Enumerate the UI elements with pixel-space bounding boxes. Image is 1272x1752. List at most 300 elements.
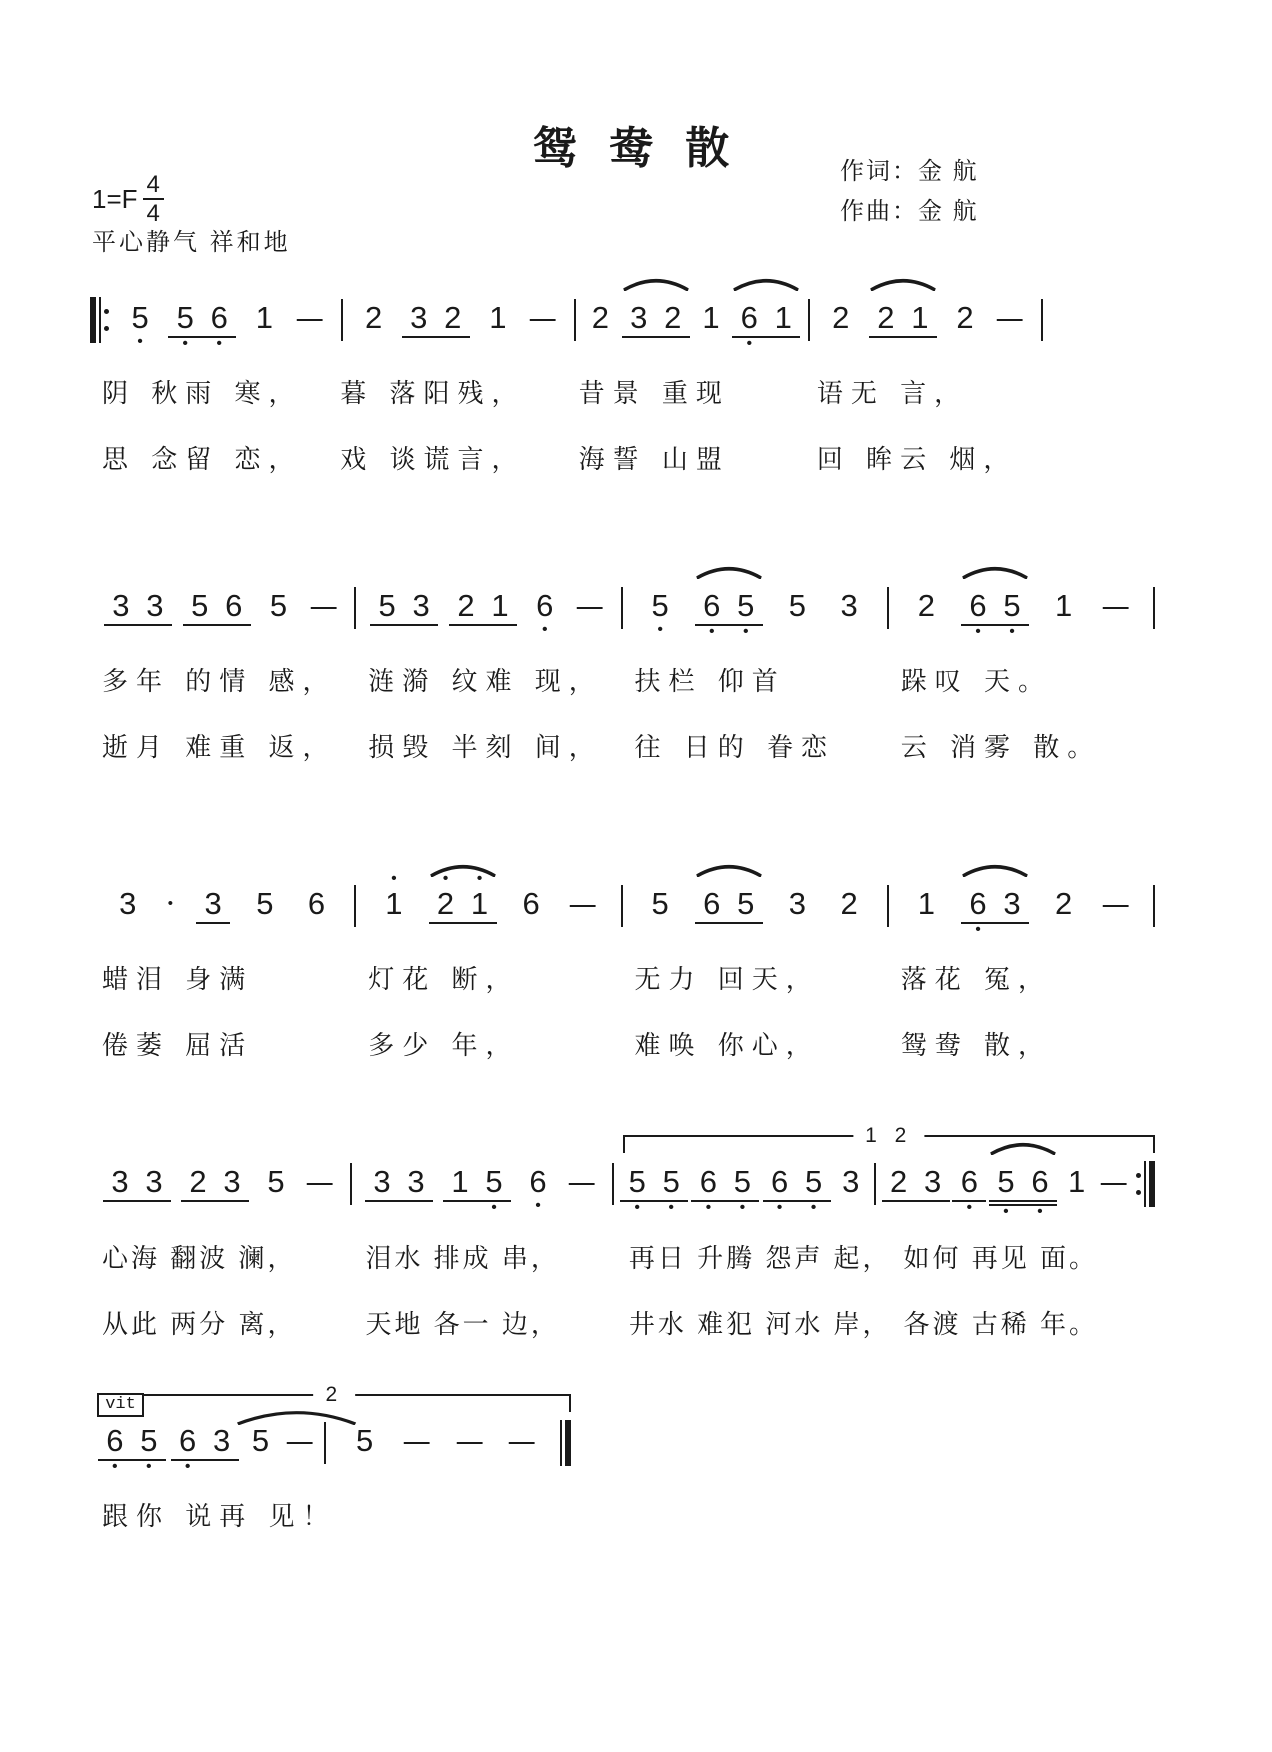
note-number: 5 <box>1003 588 1021 623</box>
octave-dot-below <box>1047 624 1081 637</box>
note-group <box>834 1152 868 1213</box>
octave-dot-below <box>903 338 937 351</box>
lyric-segment: 如何 再见 面。 <box>903 1242 1098 1273</box>
octave-dot-below <box>565 1200 599 1213</box>
note <box>656 288 690 336</box>
note <box>477 1152 511 1200</box>
octave-dot-below <box>566 922 600 935</box>
lyrics-row <box>90 1014 1155 1072</box>
note-group <box>961 576 1029 639</box>
note-number: 3 <box>924 1164 942 1199</box>
note-group <box>365 1152 433 1215</box>
note-number: 3 <box>1003 886 1021 921</box>
note <box>400 1411 434 1459</box>
note-group <box>292 288 326 349</box>
measure <box>576 288 808 351</box>
note-group <box>168 288 236 351</box>
slur-arc <box>960 864 1030 877</box>
system <box>90 1381 1155 1543</box>
note-group <box>357 288 391 349</box>
note <box>132 1411 166 1459</box>
note-number: 1 <box>489 300 507 335</box>
note <box>247 288 281 336</box>
note <box>1098 874 1132 922</box>
octave-dot-below <box>780 624 814 637</box>
lyric-segment: 跟你 说再 见！ <box>102 1500 337 1531</box>
octave-dot-below <box>436 338 470 351</box>
measure <box>90 576 354 639</box>
measure <box>876 1152 1136 1219</box>
note-group <box>443 1152 511 1215</box>
note-number: 5 <box>737 886 755 921</box>
slur-arc <box>428 864 498 877</box>
note <box>436 288 470 336</box>
note-number: 3 <box>373 1164 391 1199</box>
octave-dot-below <box>1096 1200 1130 1213</box>
note-number: 5 <box>269 588 288 623</box>
octave-dot-below <box>463 924 497 937</box>
note <box>573 576 607 624</box>
note-group <box>103 1152 171 1215</box>
note-number: – <box>530 300 556 335</box>
lyric-segment: 往 日的 眷恋 <box>634 731 835 762</box>
octave-dot-below <box>138 626 172 639</box>
note <box>797 1152 831 1200</box>
song-title: 鸳 鸯 散 <box>532 124 740 173</box>
note <box>514 874 548 922</box>
tie-arc <box>234 1410 359 1425</box>
note-number: 3 <box>788 886 807 921</box>
note-group <box>505 1411 539 1472</box>
octave-dot-below <box>215 1202 249 1215</box>
lyric-segment: 阴 秋雨 寒， <box>102 377 303 408</box>
note-number: – <box>1102 886 1129 921</box>
lyric-segment: 跺叹 天。 <box>900 665 1052 696</box>
octave-dot-below <box>1060 1200 1094 1213</box>
note <box>526 288 560 336</box>
note <box>832 874 866 922</box>
note <box>654 1152 688 1200</box>
octave-dot-below <box>832 922 866 935</box>
note-number: 3 <box>223 1164 241 1199</box>
repeat-open-barline <box>90 297 109 343</box>
lyric-segment: 蜡泪 身满 <box>102 963 254 994</box>
note <box>1096 1152 1130 1200</box>
lyric-segment: 心海 翻波 澜， <box>102 1242 297 1273</box>
note-group <box>691 1152 759 1215</box>
note-number: 3 <box>630 300 648 335</box>
octave-dot-below <box>248 922 282 935</box>
note-number: – <box>1100 1164 1127 1199</box>
note-number: – <box>569 886 596 921</box>
octave-dot-below <box>348 1459 382 1472</box>
octave-dot-below <box>882 1202 916 1215</box>
repeat-close-barline <box>1136 1161 1155 1207</box>
note <box>262 576 296 624</box>
lyric-segment: 扶栏 仰首 <box>634 665 786 696</box>
note-group <box>429 870 497 937</box>
note-group <box>643 576 677 637</box>
measure <box>356 576 620 639</box>
note-number: 2 <box>365 300 383 335</box>
octave-dot-below <box>948 336 982 349</box>
note <box>399 1152 433 1200</box>
note-group <box>104 576 172 639</box>
note <box>481 288 515 336</box>
octave-dot-below <box>404 626 438 639</box>
lyrics-row <box>90 948 1155 1006</box>
note <box>217 576 251 624</box>
note <box>98 1411 132 1459</box>
octave-dot-below <box>1098 922 1132 935</box>
lyric-segment: 灯花 断， <box>368 963 520 994</box>
volta-row <box>90 1381 571 1414</box>
octave-dot-below <box>181 1202 215 1215</box>
note-number: 5 <box>788 588 807 623</box>
slur-arc <box>960 566 1030 579</box>
octave-dot-below <box>832 624 866 637</box>
octave-dot-below <box>205 1461 239 1474</box>
note <box>834 1152 868 1200</box>
octave-dot-below <box>766 338 800 351</box>
note-group <box>566 874 600 935</box>
octave-dot-below <box>834 1200 868 1213</box>
note-number: 3 <box>410 300 428 335</box>
octave-dot-below <box>243 1459 277 1472</box>
octave-dot-below <box>183 626 217 639</box>
barline <box>1153 587 1155 629</box>
note-number: – <box>286 1423 313 1458</box>
octave-dot-below <box>869 338 903 351</box>
note-number: 1 <box>491 588 509 623</box>
octave-dot-below: • <box>491 1199 497 1216</box>
measure <box>623 874 887 937</box>
octave-dot-below <box>306 624 340 637</box>
note <box>183 576 217 624</box>
note-group <box>732 288 800 351</box>
note-number: 6 <box>106 1423 124 1458</box>
octave-dot-below <box>824 336 858 349</box>
barline <box>1041 299 1043 341</box>
note-group <box>763 1152 831 1215</box>
system <box>90 1122 1155 1351</box>
note <box>259 1152 293 1200</box>
note <box>1047 576 1081 624</box>
credits <box>840 152 979 232</box>
octave-dot-below: • <box>146 1458 152 1475</box>
octave-dot-below <box>292 336 326 349</box>
note-group <box>111 874 145 935</box>
note-group <box>695 576 763 639</box>
note-number: 2 <box>591 300 610 335</box>
lyrics-row <box>90 1293 1155 1351</box>
octave-dot-below <box>303 1200 337 1213</box>
note-number: 2 <box>1055 886 1073 921</box>
note-number: 5 <box>191 588 209 623</box>
octave-dot-above: • <box>391 870 397 887</box>
note-group <box>453 1411 487 1472</box>
note-number: 5 <box>131 300 149 335</box>
note-group <box>573 576 607 637</box>
note-group <box>526 288 560 349</box>
octave-dot-below <box>695 924 729 937</box>
octave-dot-below <box>402 338 436 351</box>
lyric-segment: 逝月 难重 返， <box>102 731 337 762</box>
note-group <box>882 1152 950 1215</box>
octave-dot-below <box>357 336 391 349</box>
octave-dot-below: • <box>541 621 548 638</box>
note <box>565 1152 599 1200</box>
measure <box>90 874 354 937</box>
note-group <box>247 288 281 349</box>
note <box>583 288 617 336</box>
note-group <box>1047 576 1081 637</box>
note-group <box>620 1152 688 1215</box>
octave-dot-below: • <box>975 921 981 938</box>
note <box>377 870 411 922</box>
note-number: 3 <box>213 1423 231 1458</box>
octave-dot-below: • <box>1037 1203 1043 1220</box>
note-number: 5 <box>737 588 755 623</box>
note <box>168 288 202 336</box>
note <box>104 576 138 624</box>
lyric-segment: 昔景 重现 <box>578 377 730 408</box>
note-number: 5 <box>267 1164 285 1199</box>
note <box>995 874 1029 922</box>
note-number: 2 <box>956 300 974 335</box>
note <box>215 1152 249 1200</box>
note-number: 6 <box>699 1164 717 1199</box>
note <box>453 1411 487 1459</box>
system <box>90 576 1155 774</box>
note <box>961 874 995 922</box>
note <box>505 1411 539 1459</box>
note-number: • <box>167 895 174 912</box>
note-number: – <box>997 300 1024 335</box>
note-group <box>259 1152 293 1213</box>
note-group <box>370 576 438 639</box>
notes-row <box>90 1152 1155 1219</box>
octave-dot-below: • <box>705 1199 712 1216</box>
note-number: – <box>569 1164 595 1199</box>
volta-label: 1 2 <box>853 1124 924 1148</box>
octave-dot-below <box>514 922 548 935</box>
note-number: 3 <box>111 1164 129 1199</box>
octave-dot-below: • <box>182 335 189 352</box>
note-number: 1 <box>911 300 929 335</box>
octave-dot-below <box>104 626 138 639</box>
note-number: 2 <box>664 300 682 335</box>
note <box>162 874 178 922</box>
note-number: 3 <box>145 1164 163 1199</box>
note-number: 6 <box>740 300 758 335</box>
key-signature <box>92 172 164 226</box>
music-line <box>90 1381 571 1543</box>
system <box>90 288 1155 486</box>
note-group <box>989 1152 1057 1219</box>
octave-dot-below <box>399 1202 433 1215</box>
octave-dot-below <box>694 336 728 349</box>
note-group <box>961 874 1029 937</box>
lyrics-row <box>90 362 1043 420</box>
slur-arc <box>694 566 764 579</box>
octave-dot-below <box>449 626 483 639</box>
note <box>357 288 391 336</box>
note-group <box>909 874 943 935</box>
note-group <box>181 1152 249 1215</box>
note-number: 6 <box>522 886 540 921</box>
tempo-marking: 平心静气 祥和地 <box>92 229 291 256</box>
measure <box>623 576 887 639</box>
note <box>909 874 943 922</box>
lyric-segment: 井水 难犯 河水 岸， <box>628 1308 892 1339</box>
note-group <box>952 1152 986 1215</box>
lyric-segment: 多年 的情 感， <box>102 665 337 696</box>
note-group <box>869 288 937 351</box>
octave-dot-below: • <box>668 1199 674 1216</box>
lyric-segment: 暮 落阳残， <box>340 377 526 408</box>
note <box>832 576 866 624</box>
note <box>961 576 995 624</box>
note <box>695 576 729 624</box>
note-group <box>183 576 251 639</box>
lyric-segment: 泪水 排成 串， <box>365 1242 560 1273</box>
note-group <box>780 874 814 935</box>
note <box>137 1152 171 1200</box>
note-number: 2 <box>189 1164 207 1199</box>
slur-arc <box>868 278 938 291</box>
lyric-segment: 损毁 半刻 间， <box>368 731 603 762</box>
note-group <box>948 288 982 349</box>
note-group <box>162 874 178 935</box>
note <box>171 1411 205 1459</box>
lyric-segment: 鸳鸯 散， <box>900 1029 1052 1060</box>
note <box>1060 1152 1094 1200</box>
octave-dot-below <box>583 336 617 349</box>
lyric-segment: 云 消雾 散。 <box>900 731 1102 762</box>
note <box>292 288 326 336</box>
note-group <box>832 576 866 637</box>
octave-dot-below: • <box>708 623 715 640</box>
note-number: 3 <box>842 1164 860 1199</box>
octave-dot-below <box>103 1202 137 1215</box>
octave-dot-below <box>909 624 943 637</box>
note-number: 1 <box>1055 588 1073 623</box>
lyrics-row <box>90 428 1043 486</box>
note-number: – <box>509 1423 535 1458</box>
octave-dot-below <box>573 624 607 637</box>
octave-dot-below <box>443 1202 477 1215</box>
octave-dot-below <box>643 922 677 935</box>
note <box>181 1152 215 1200</box>
note <box>449 576 483 624</box>
octave-dot-below: • <box>634 1199 640 1216</box>
note-number: 5 <box>176 300 194 335</box>
lyric-segment: 落花 冤， <box>900 963 1052 994</box>
time-signature-denominator: 4 <box>146 200 160 228</box>
octave-dot-below <box>196 924 230 937</box>
note-number: 6 <box>529 1164 547 1199</box>
note-number: 6 <box>770 1164 789 1199</box>
note <box>729 576 763 624</box>
measure <box>614 1152 874 1215</box>
note-group <box>1060 1152 1094 1213</box>
note-number: 5 <box>997 1164 1015 1199</box>
note-group <box>303 1152 337 1213</box>
octave-dot-below <box>259 1200 293 1213</box>
octave-dot-below <box>111 922 145 935</box>
note-group <box>248 874 282 935</box>
note <box>882 1152 916 1200</box>
note-number: 5 <box>628 1164 646 1199</box>
lyric-segment: 再日 升腾 怨声 起， <box>628 1242 892 1273</box>
note-number: 2 <box>890 1164 908 1199</box>
octave-dot-below: • <box>657 621 663 638</box>
note-number: 3 <box>112 588 130 623</box>
note-group <box>1096 1152 1130 1213</box>
octave-dot-below <box>162 922 178 935</box>
note <box>995 576 1029 624</box>
octave-dot-below <box>995 924 1029 937</box>
note-group <box>1047 874 1081 935</box>
slur-arc <box>731 278 801 291</box>
note-number: 5 <box>651 588 669 623</box>
note-group <box>565 1152 599 1213</box>
note-group <box>1098 874 1132 935</box>
measure <box>109 288 341 351</box>
lyric-segment: 倦萎 屈活 <box>102 1029 254 1060</box>
note-group <box>583 288 617 349</box>
note-number: 6 <box>960 1164 978 1199</box>
note <box>622 288 656 336</box>
note-group <box>196 874 230 937</box>
measure <box>889 874 1153 937</box>
note-number: 6 <box>307 886 326 921</box>
measure <box>343 288 575 351</box>
note-number: – <box>576 588 603 623</box>
note-group <box>123 288 157 349</box>
key-text: 1=F <box>92 183 138 214</box>
notes-row <box>90 1411 571 1477</box>
note <box>643 576 677 624</box>
note-number: – <box>310 588 337 623</box>
lyric-segment: 回 眸云 烟， <box>816 443 1018 474</box>
octave-dot-below: • <box>739 1199 746 1216</box>
lyric-segment: 戏 谈谎言， <box>340 443 526 474</box>
note-group <box>262 576 296 637</box>
note <box>952 1152 986 1200</box>
note <box>732 288 766 336</box>
measure <box>326 1411 560 1472</box>
octave-dot-below <box>780 922 814 935</box>
note-number: 2 <box>840 886 858 921</box>
octave-dot-below <box>909 922 943 935</box>
lyric-segment: 从此 两分 离， <box>102 1308 297 1339</box>
note-number: 5 <box>378 588 396 623</box>
note-number: 5 <box>804 1164 823 1199</box>
note-group <box>449 576 517 639</box>
note <box>729 874 763 922</box>
note-number: 1 <box>255 300 273 335</box>
note-number: – <box>307 1164 333 1199</box>
measure <box>356 870 620 937</box>
note <box>948 288 982 336</box>
note <box>766 288 800 336</box>
note <box>303 1152 337 1200</box>
octave-dot-below: • <box>535 1197 541 1214</box>
note <box>1047 874 1081 922</box>
octave-dot-below: • <box>810 1199 817 1216</box>
